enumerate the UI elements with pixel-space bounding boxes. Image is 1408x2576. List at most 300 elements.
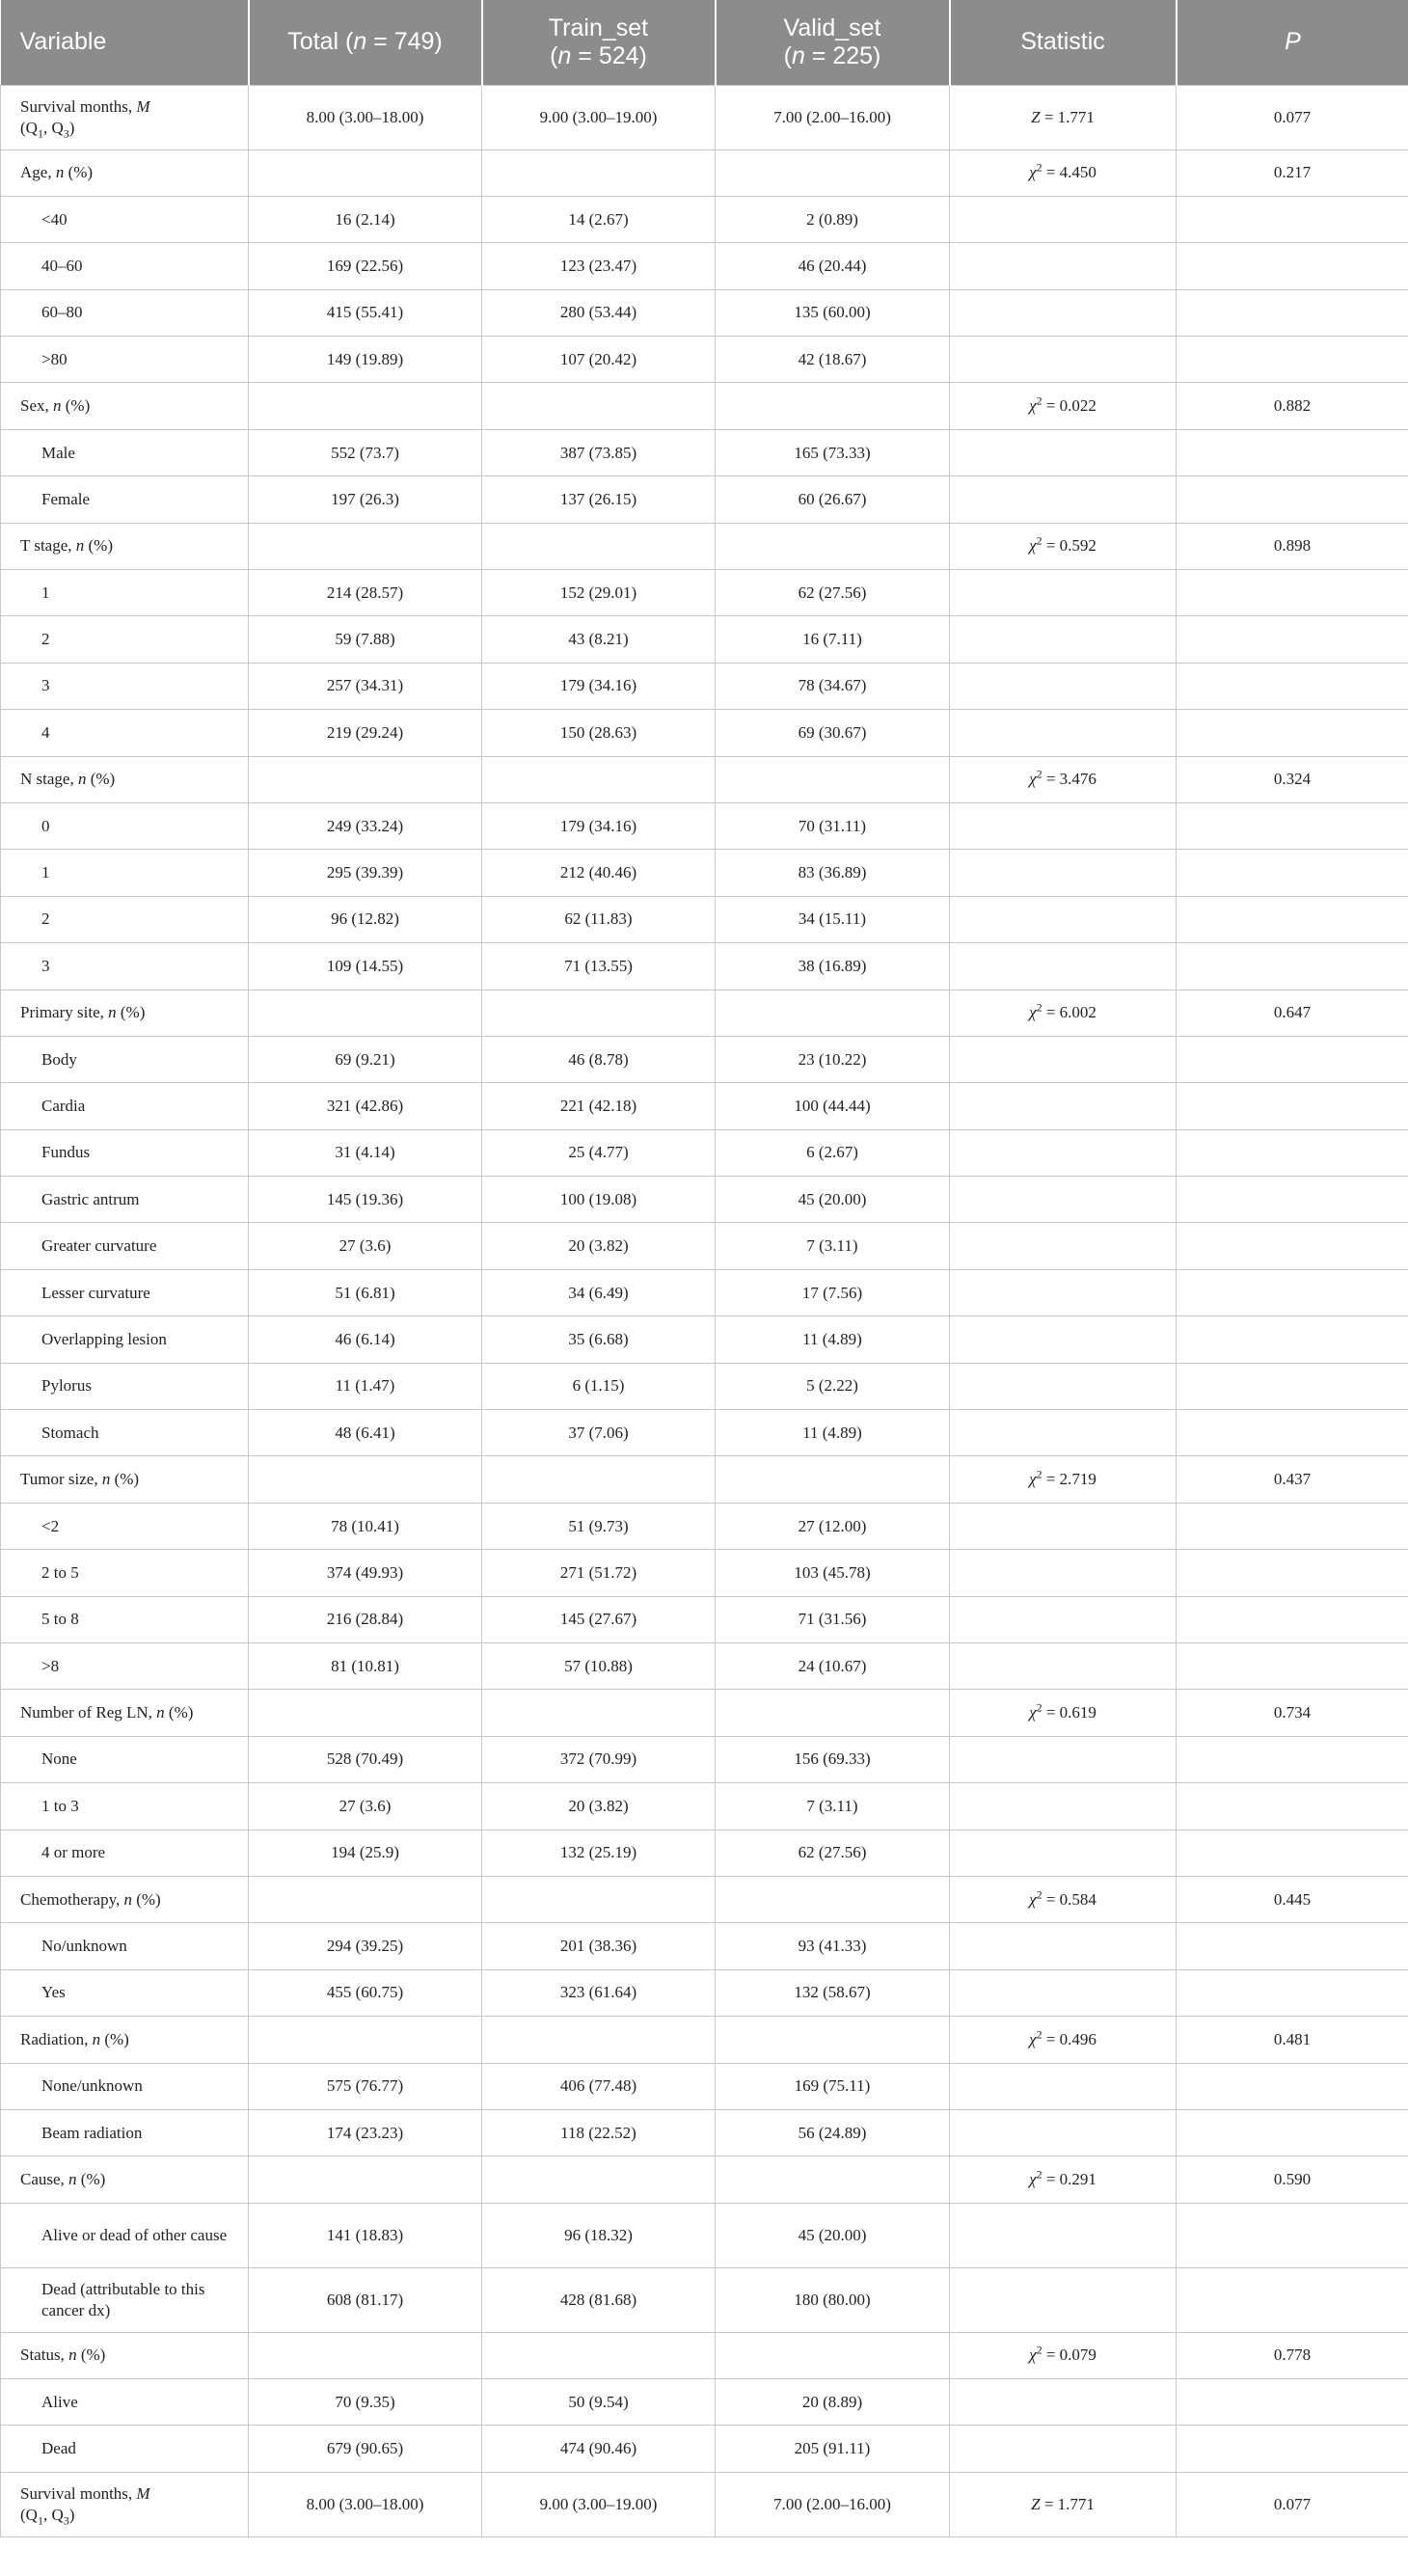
cell-variable: T stage, n (%) [1, 523, 249, 569]
table-row [1, 2203, 1408, 2267]
cell-train: 9.00 (3.00–19.00) [482, 2472, 716, 2536]
cell-p-value [1177, 1923, 1408, 1969]
cell-valid [716, 523, 950, 569]
cell-train [482, 2156, 716, 2203]
cell-p-value [1177, 1177, 1408, 1223]
cell-p-value [1177, 1550, 1408, 1596]
cell-total: 145 (19.36) [249, 1177, 482, 1223]
cell-variable: Female [1, 476, 249, 523]
cell-p-value: 0.481 [1177, 2017, 1408, 2063]
cell-statistic [950, 1783, 1177, 1830]
cell-variable: Overlapping lesion [1, 1316, 249, 1363]
cell-total [249, 1876, 482, 1922]
cell-valid [716, 2332, 950, 2378]
table-row [1, 2156, 1408, 2203]
header-statistic: Statistic [950, 0, 1177, 85]
cell-total: 295 (39.39) [249, 850, 482, 896]
cell-statistic: $\chi^2 = 6.002$ [950, 990, 1177, 1036]
cell-valid: 103 (45.78) [716, 1550, 950, 1596]
cell-train: 152 (29.01) [482, 570, 716, 616]
table-row [1, 429, 1408, 475]
cell-p-value [1177, 476, 1408, 523]
cell-variable: Yes [1, 1969, 249, 2016]
cell-total: 374 (49.93) [249, 1550, 482, 1596]
cell-p-value [1177, 2426, 1408, 2472]
table-row [1, 243, 1408, 289]
quartile-label: ($Q_1$, $Q_3$) [20, 118, 75, 140]
cell-p-value [1177, 1503, 1408, 1549]
table-body [1, 85, 1408, 2536]
cell-total [249, 2017, 482, 2063]
cell-statistic [950, 1643, 1177, 1690]
cell-p-value [1177, 1223, 1408, 1269]
cell-p-value [1177, 1969, 1408, 2016]
table-row [1, 850, 1408, 896]
cell-variable: Pylorus [1, 1363, 249, 1409]
cell-total [249, 523, 482, 569]
cell-train: 62 (11.83) [482, 896, 716, 942]
cell-p-value: 0.647 [1177, 990, 1408, 1036]
cell-p-value [1177, 429, 1408, 475]
cell-train [482, 1876, 716, 1922]
cell-statistic [950, 2109, 1177, 2156]
cell-valid [716, 1456, 950, 1503]
table-row [1, 85, 1408, 149]
cell-p-value: 0.445 [1177, 1876, 1408, 1922]
cell-total: 109 (14.55) [249, 943, 482, 990]
cell-p-value [1177, 1410, 1408, 1456]
cell-p-value [1177, 289, 1408, 336]
cell-variable: Chemotherapy, n (%) [1, 1876, 249, 1922]
table-row [1, 1736, 1408, 1782]
cell-train: 179 (34.16) [482, 663, 716, 709]
cell-statistic: $\chi^2 = 3.476$ [950, 756, 1177, 802]
cell-valid: 132 (58.67) [716, 1969, 950, 2016]
cell-p-value: 0.882 [1177, 383, 1408, 429]
cell-valid [716, 2017, 950, 2063]
cell-valid: 62 (27.56) [716, 570, 950, 616]
cell-train: 43 (8.21) [482, 616, 716, 663]
cell-statistic [950, 2063, 1177, 2109]
cell-p-value: 0.778 [1177, 2332, 1408, 2378]
cell-valid: 45 (20.00) [716, 1177, 950, 1223]
cell-train: 221 (42.18) [482, 1083, 716, 1129]
table-row [1, 2063, 1408, 2109]
cell-total [249, 1690, 482, 1736]
table-row [1, 1036, 1408, 1082]
cell-valid: 169 (75.11) [716, 2063, 950, 2109]
cell-total [249, 1456, 482, 1503]
table-row [1, 570, 1408, 616]
cell-variable: None/unknown [1, 2063, 249, 2109]
cell-valid: 46 (20.44) [716, 243, 950, 289]
cell-statistic [950, 1736, 1177, 1782]
cell-p-value [1177, 663, 1408, 709]
table-row [1, 2109, 1408, 2156]
cell-total: 8.00 (3.00–18.00) [249, 2472, 482, 2536]
cell-valid [716, 149, 950, 196]
cell-valid: 71 (31.56) [716, 1596, 950, 1642]
cell-train [482, 1690, 716, 1736]
cell-variable: 1 to 3 [1, 1783, 249, 1830]
cell-variable: 4 or more [1, 1830, 249, 1876]
cell-variable: <40 [1, 196, 249, 242]
table-row [1, 1923, 1408, 1969]
cell-variable: Stomach [1, 1410, 249, 1456]
cell-p-value: 0.077 [1177, 85, 1408, 149]
table-header [1, 0, 1408, 85]
cell-variable: 2 [1, 896, 249, 942]
table-row [1, 1129, 1408, 1176]
cell-variable: Survival months, M ($Q_1$, $Q_3$) [1, 2472, 249, 2536]
cell-statistic [950, 2203, 1177, 2267]
table-row [1, 2426, 1408, 2472]
cell-p-value [1177, 1830, 1408, 1876]
cell-p-value [1177, 570, 1408, 616]
header-total: Total (n = 749) [249, 0, 482, 85]
cell-p-value [1177, 2063, 1408, 2109]
cell-valid [716, 2156, 950, 2203]
table-row [1, 1316, 1408, 1363]
cell-total: 216 (28.84) [249, 1596, 482, 1642]
cell-statistic: $\chi^2 = 0.079$ [950, 2332, 1177, 2378]
cell-p-value [1177, 1596, 1408, 1642]
cell-p-value: 0.898 [1177, 523, 1408, 569]
table-row [1, 196, 1408, 242]
cell-train [482, 990, 716, 1036]
cell-total: 169 (22.56) [249, 243, 482, 289]
table-row [1, 523, 1408, 569]
cell-train: 46 (8.78) [482, 1036, 716, 1082]
cell-p-value [1177, 1643, 1408, 1690]
cell-total: 197 (26.3) [249, 476, 482, 523]
cell-train: 271 (51.72) [482, 1550, 716, 1596]
cell-total: 27 (3.6) [249, 1223, 482, 1269]
table-row [1, 476, 1408, 523]
cell-p-value: 0.077 [1177, 2472, 1408, 2536]
cell-variable: Number of Reg LN, n (%) [1, 1690, 249, 1736]
cell-statistic: Z = 1.771 [950, 2472, 1177, 2536]
cell-total: 8.00 (3.00–18.00) [249, 85, 482, 149]
cell-variable: 5 to 8 [1, 1596, 249, 1642]
cell-valid: 16 (7.11) [716, 616, 950, 663]
cell-train: 14 (2.67) [482, 196, 716, 242]
cell-train: 96 (18.32) [482, 2203, 716, 2267]
cell-total [249, 990, 482, 1036]
cell-train: 37 (7.06) [482, 1410, 716, 1456]
cell-variable: Primary site, n (%) [1, 990, 249, 1036]
cell-train [482, 1456, 716, 1503]
cell-train: 137 (26.15) [482, 476, 716, 523]
cell-train: 123 (23.47) [482, 243, 716, 289]
cell-statistic [950, 1410, 1177, 1456]
cell-statistic [950, 1223, 1177, 1269]
cell-valid: 60 (26.67) [716, 476, 950, 523]
cell-total: 608 (81.17) [249, 2267, 482, 2332]
table-row [1, 1456, 1408, 1503]
table-row [1, 1643, 1408, 1690]
table-row [1, 990, 1408, 1036]
header-p-value: P [1177, 0, 1408, 85]
cell-valid: 42 (18.67) [716, 337, 950, 383]
cell-p-value: 0.590 [1177, 2156, 1408, 2203]
cell-variable: <2 [1, 1503, 249, 1549]
cell-train: 20 (3.82) [482, 1223, 716, 1269]
cell-valid: 2 (0.89) [716, 196, 950, 242]
cell-variable: 60–80 [1, 289, 249, 336]
table-row [1, 756, 1408, 802]
cell-variable: >8 [1, 1643, 249, 1690]
table-row [1, 149, 1408, 196]
cell-train: 9.00 (3.00–19.00) [482, 85, 716, 149]
cell-train [482, 149, 716, 196]
table-row [1, 943, 1408, 990]
cell-statistic [950, 1083, 1177, 1129]
cell-valid: 156 (69.33) [716, 1736, 950, 1782]
cell-train: 71 (13.55) [482, 943, 716, 990]
cell-statistic: $\chi^2 = 0.619$ [950, 1690, 1177, 1736]
cell-variable: Sex, n (%) [1, 383, 249, 429]
cell-statistic [950, 616, 1177, 663]
cell-train: 212 (40.46) [482, 850, 716, 896]
cell-p-value [1177, 710, 1408, 756]
cell-variable: Dead (attributable to this cancer dx) [1, 2267, 249, 2332]
cell-p-value [1177, 243, 1408, 289]
cell-variable: Cardia [1, 1083, 249, 1129]
cell-total: 51 (6.81) [249, 1269, 482, 1315]
cell-total: 455 (60.75) [249, 1969, 482, 2016]
cell-valid: 100 (44.44) [716, 1083, 950, 1129]
cell-valid: 23 (10.22) [716, 1036, 950, 1082]
cell-valid: 11 (4.89) [716, 1316, 950, 1363]
cell-valid: 11 (4.89) [716, 1410, 950, 1456]
cell-train [482, 523, 716, 569]
cell-valid [716, 383, 950, 429]
cell-valid: 27 (12.00) [716, 1503, 950, 1549]
cell-total: 552 (73.7) [249, 429, 482, 475]
cell-p-value [1177, 896, 1408, 942]
cell-train: 201 (38.36) [482, 1923, 716, 1969]
cell-statistic [950, 850, 1177, 896]
cell-statistic: $\chi^2 = 0.291$ [950, 2156, 1177, 2203]
cell-variable: Body [1, 1036, 249, 1082]
cell-variable: Dead [1, 2426, 249, 2472]
cell-variable: 2 [1, 616, 249, 663]
cell-valid: 69 (30.67) [716, 710, 950, 756]
cell-p-value [1177, 943, 1408, 990]
cell-variable: 40–60 [1, 243, 249, 289]
cell-valid: 62 (27.56) [716, 1830, 950, 1876]
cell-train: 51 (9.73) [482, 1503, 716, 1549]
cell-total [249, 383, 482, 429]
cell-variable: Beam radiation [1, 2109, 249, 2156]
cell-statistic: $\chi^2 = 0.496$ [950, 2017, 1177, 2063]
cell-p-value [1177, 2109, 1408, 2156]
cell-variable: 3 [1, 943, 249, 990]
cell-total: 174 (23.23) [249, 2109, 482, 2156]
cell-statistic [950, 1036, 1177, 1082]
cell-variable: Age, n (%) [1, 149, 249, 196]
cell-variable: No/unknown [1, 1923, 249, 1969]
cell-total [249, 756, 482, 802]
cell-p-value [1177, 1129, 1408, 1176]
cell-valid: 78 (34.67) [716, 663, 950, 709]
cell-total: 575 (76.77) [249, 2063, 482, 2109]
cell-valid: 165 (73.33) [716, 429, 950, 475]
cell-total: 679 (90.65) [249, 2426, 482, 2472]
cell-statistic [950, 476, 1177, 523]
cell-train: 118 (22.52) [482, 2109, 716, 2156]
cell-variable: Lesser curvature [1, 1269, 249, 1315]
cell-variable: 1 [1, 850, 249, 896]
cell-variable: Fundus [1, 1129, 249, 1176]
cell-valid: 38 (16.89) [716, 943, 950, 990]
cell-valid: 83 (36.89) [716, 850, 950, 896]
cell-total: 16 (2.14) [249, 196, 482, 242]
cell-train: 6 (1.15) [482, 1363, 716, 1409]
cell-variable: 0 [1, 802, 249, 849]
cell-total: 219 (29.24) [249, 710, 482, 756]
cell-total: 81 (10.81) [249, 1643, 482, 1690]
cell-total: 257 (34.31) [249, 663, 482, 709]
cell-train: 150 (28.63) [482, 710, 716, 756]
table-row [1, 1223, 1408, 1269]
cell-statistic [950, 1550, 1177, 1596]
cell-valid [716, 1876, 950, 1922]
cell-total [249, 2156, 482, 2203]
cell-total: 294 (39.25) [249, 1923, 482, 1969]
table-row [1, 710, 1408, 756]
cell-train: 145 (27.67) [482, 1596, 716, 1642]
cell-total: 11 (1.47) [249, 1363, 482, 1409]
cell-statistic [950, 429, 1177, 475]
cell-statistic [950, 1923, 1177, 1969]
cell-statistic [950, 802, 1177, 849]
cell-total: 415 (55.41) [249, 289, 482, 336]
cell-valid: 5 (2.22) [716, 1363, 950, 1409]
cell-total [249, 2332, 482, 2378]
cell-p-value [1177, 850, 1408, 896]
cell-p-value [1177, 2379, 1408, 2426]
cell-p-value [1177, 1783, 1408, 1830]
header-row [1, 0, 1408, 85]
cell-p-value: 0.324 [1177, 756, 1408, 802]
cell-train: 57 (10.88) [482, 1643, 716, 1690]
cell-train: 280 (53.44) [482, 289, 716, 336]
cell-p-value [1177, 2267, 1408, 2332]
cell-p-value [1177, 1036, 1408, 1082]
cell-statistic [950, 663, 1177, 709]
cell-p-value: 0.437 [1177, 1456, 1408, 1503]
cell-statistic: $\chi^2 = 0.592$ [950, 523, 1177, 569]
cell-statistic [950, 943, 1177, 990]
cell-valid: 20 (8.89) [716, 2379, 950, 2426]
cell-statistic [950, 1316, 1177, 1363]
table-row [1, 2472, 1408, 2536]
cell-statistic: $\chi^2 = 0.022$ [950, 383, 1177, 429]
cell-variable: >80 [1, 337, 249, 383]
table-row [1, 1363, 1408, 1409]
cell-statistic [950, 710, 1177, 756]
cell-variable: Status, n (%) [1, 2332, 249, 2378]
cell-p-value [1177, 802, 1408, 849]
cell-total: 96 (12.82) [249, 896, 482, 942]
cell-valid: 93 (41.33) [716, 1923, 950, 1969]
cell-statistic [950, 1969, 1177, 2016]
cell-train [482, 756, 716, 802]
cell-valid: 135 (60.00) [716, 289, 950, 336]
cell-total: 70 (9.35) [249, 2379, 482, 2426]
cell-variable: Greater curvature [1, 1223, 249, 1269]
cell-train [482, 2017, 716, 2063]
table-row [1, 1083, 1408, 1129]
cell-valid: 17 (7.56) [716, 1269, 950, 1315]
cell-variable: None [1, 1736, 249, 1782]
cell-statistic [950, 570, 1177, 616]
cell-train: 406 (77.48) [482, 2063, 716, 2109]
cell-train: 35 (6.68) [482, 1316, 716, 1363]
cell-valid: 7 (3.11) [716, 1783, 950, 1830]
cell-statistic [950, 2426, 1177, 2472]
cell-valid: 6 (2.67) [716, 1129, 950, 1176]
cell-valid: 7.00 (2.00–16.00) [716, 2472, 950, 2536]
table-row [1, 2332, 1408, 2378]
cell-train: 25 (4.77) [482, 1129, 716, 1176]
header-valid-set: Valid_set (n = 225) [716, 0, 950, 85]
cell-valid: 34 (15.11) [716, 896, 950, 942]
cell-valid: 7.00 (2.00–16.00) [716, 85, 950, 149]
cell-valid: 70 (31.11) [716, 802, 950, 849]
cell-total [249, 149, 482, 196]
cell-total: 27 (3.6) [249, 1783, 482, 1830]
cell-train: 50 (9.54) [482, 2379, 716, 2426]
cell-total: 194 (25.9) [249, 1830, 482, 1876]
table-row [1, 1269, 1408, 1315]
cell-statistic [950, 289, 1177, 336]
table-row [1, 663, 1408, 709]
table-row [1, 896, 1408, 942]
cell-train: 107 (20.42) [482, 337, 716, 383]
cell-p-value [1177, 1363, 1408, 1409]
cell-valid [716, 1690, 950, 1736]
cell-statistic [950, 243, 1177, 289]
cell-statistic [950, 1129, 1177, 1176]
cell-statistic [950, 1830, 1177, 1876]
cell-train: 387 (73.85) [482, 429, 716, 475]
cell-valid: 56 (24.89) [716, 2109, 950, 2156]
table-row [1, 1830, 1408, 1876]
cell-variable: Gastric antrum [1, 1177, 249, 1223]
cell-variable: Alive [1, 2379, 249, 2426]
quartile-label: ($Q_1$, $Q_3$) [20, 2505, 75, 2528]
cell-statistic [950, 896, 1177, 942]
cell-statistic [950, 1596, 1177, 1642]
cell-variable: 3 [1, 663, 249, 709]
table-row [1, 1596, 1408, 1642]
cell-train: 323 (61.64) [482, 1969, 716, 2016]
cell-p-value [1177, 1736, 1408, 1782]
cell-statistic [950, 337, 1177, 383]
cell-total: 321 (42.86) [249, 1083, 482, 1129]
cell-statistic [950, 1363, 1177, 1409]
cell-total: 141 (18.83) [249, 2203, 482, 2267]
cell-variable: N stage, n (%) [1, 756, 249, 802]
cell-variable: Alive or dead of other cause [1, 2203, 249, 2267]
cell-train [482, 2332, 716, 2378]
cell-train: 20 (3.82) [482, 1783, 716, 1830]
cell-valid: 45 (20.00) [716, 2203, 950, 2267]
table-row [1, 1503, 1408, 1549]
